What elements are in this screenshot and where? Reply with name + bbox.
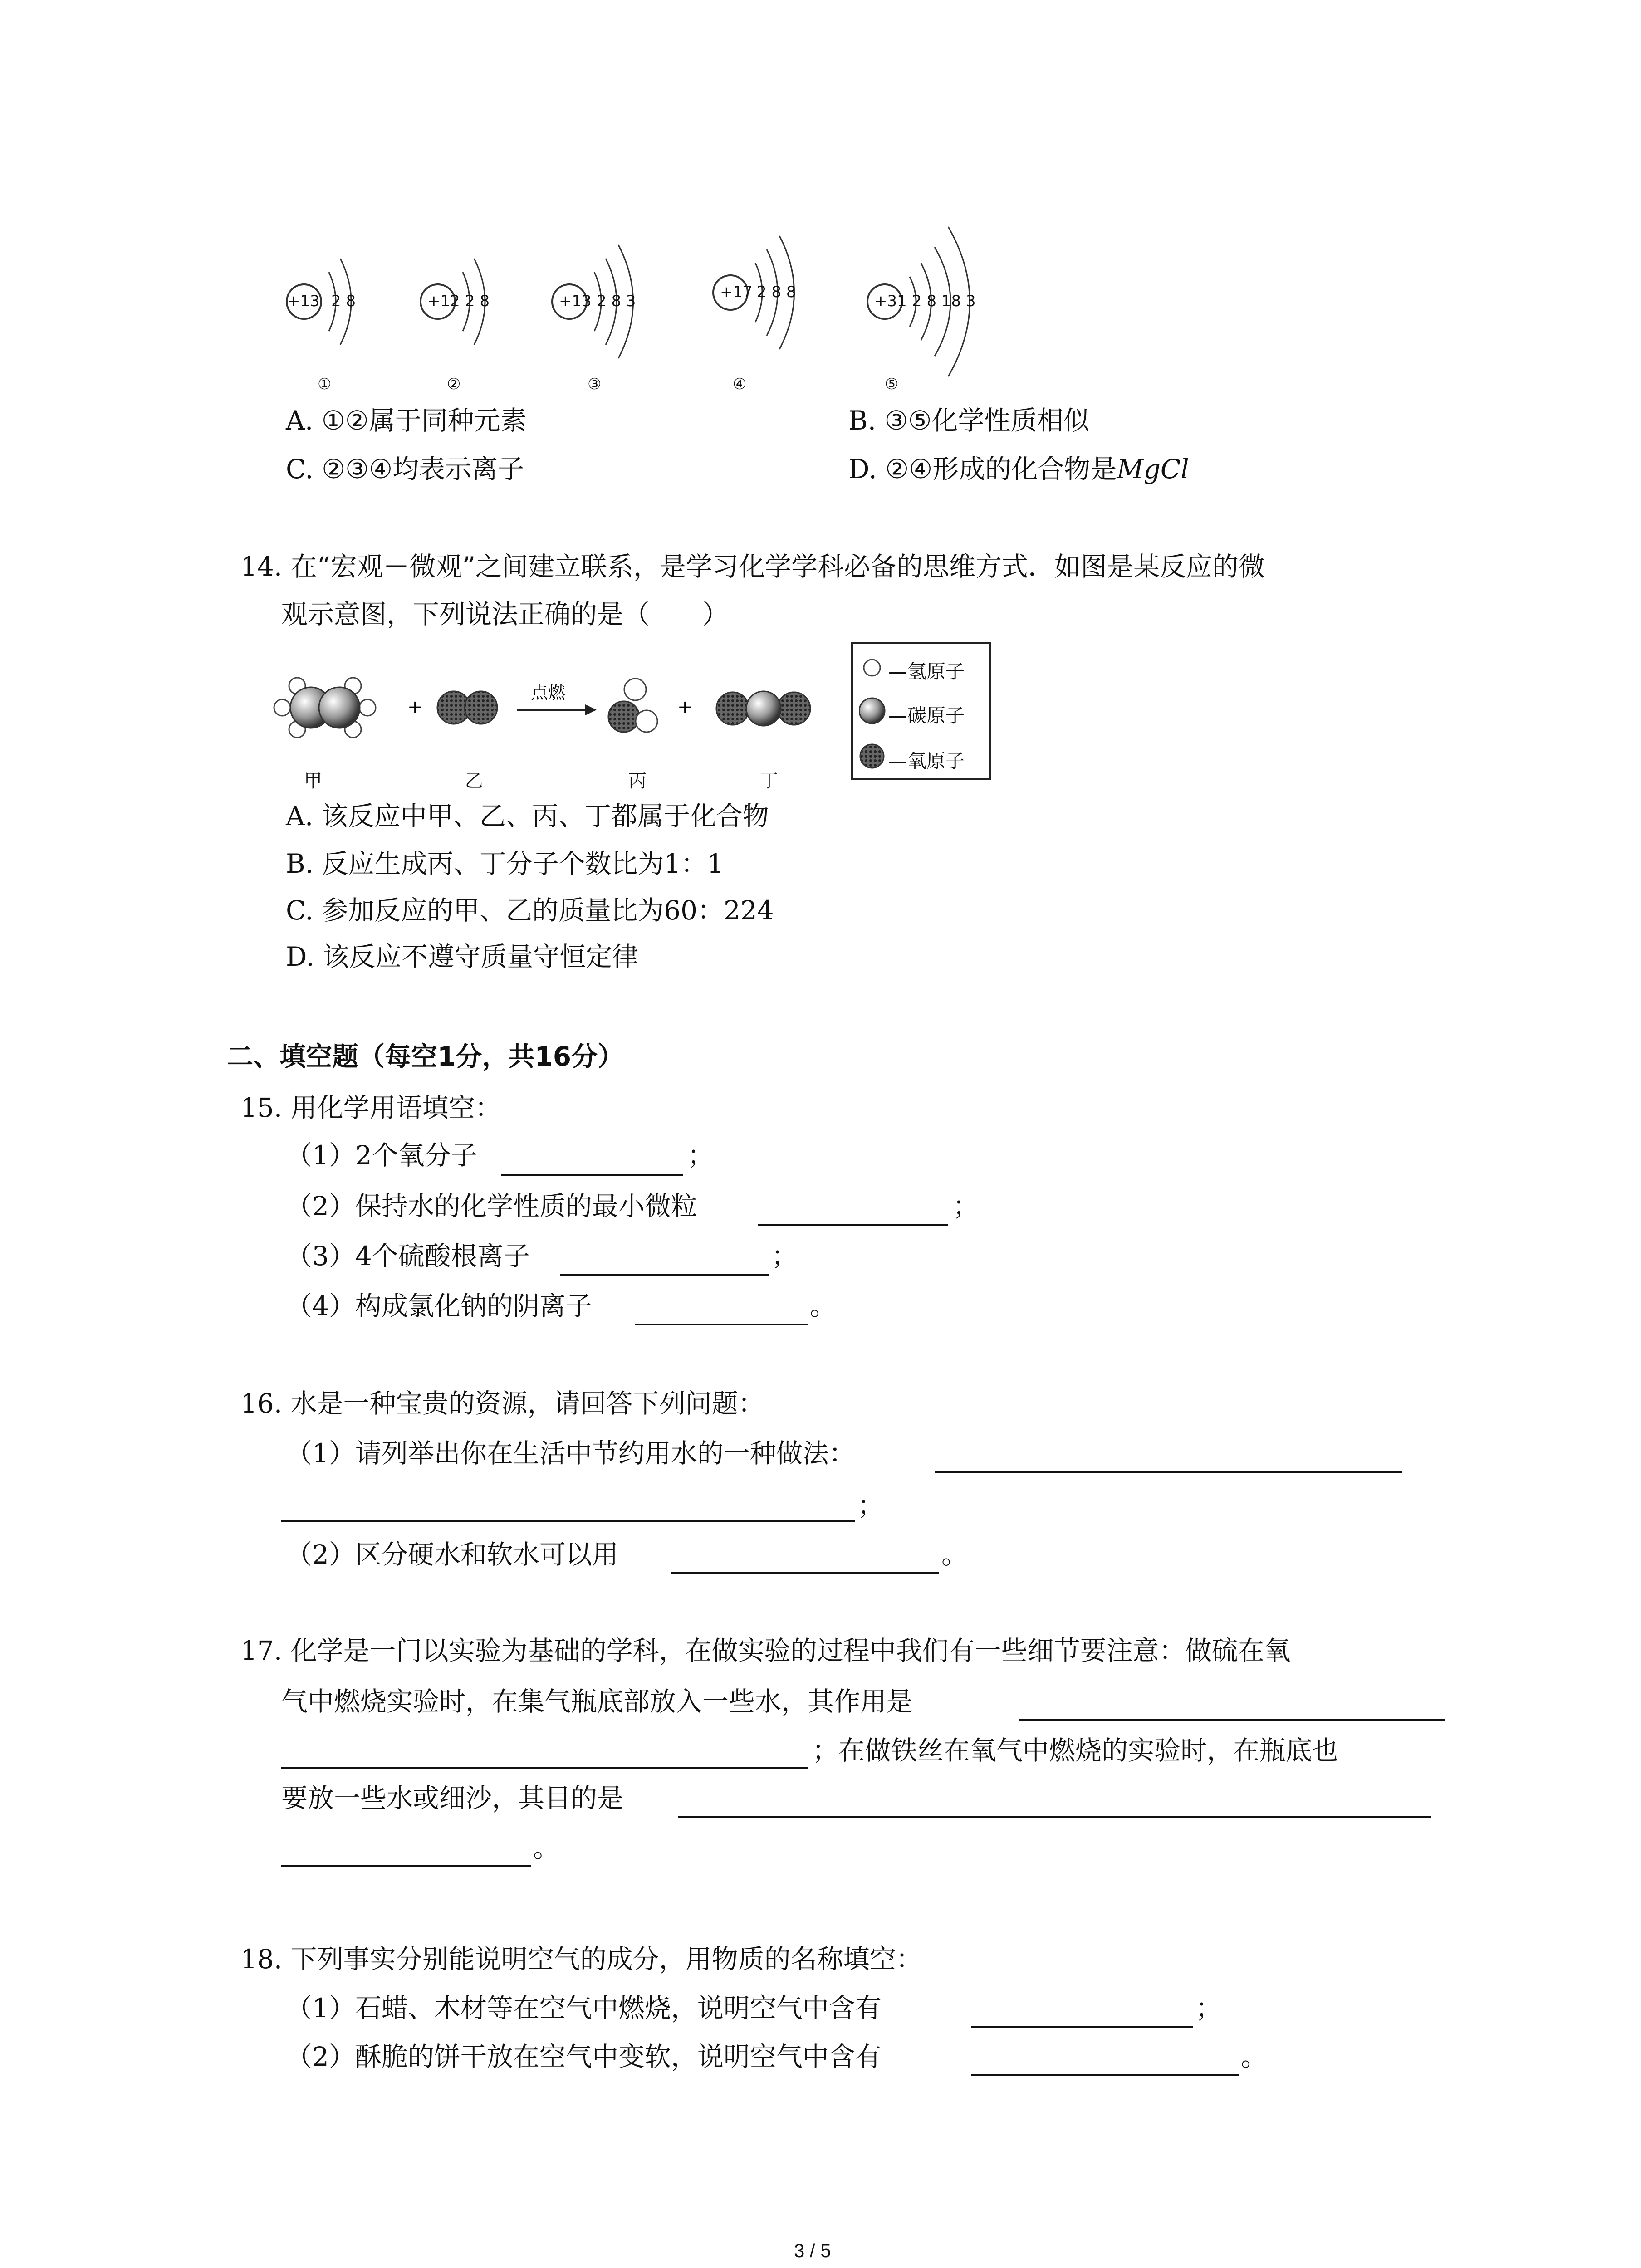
q18-part2-end: 。 <box>1241 2041 1268 2072</box>
q17-line2: 气中燃烧实验时，在集气瓶底部放入一些水，其作用是 <box>281 1686 913 1717</box>
oxygen-swatch <box>860 744 884 768</box>
q15-blank-1[interactable] <box>501 1174 683 1176</box>
atom-2-shells: 2 8 <box>465 292 490 310</box>
legend-carbon: —碳原子 <box>888 704 965 727</box>
q14-option-b: B. 反应生成丙、丁分子个数比为1：1 <box>286 848 724 879</box>
hydrogen-swatch <box>864 660 880 676</box>
atom-5-number: ⑤ <box>885 375 899 393</box>
reaction-condition: 点燃 <box>531 683 566 703</box>
atom-2-nucleus: +12 <box>427 292 460 310</box>
atom-3-shells: 2 8 3 <box>597 292 636 310</box>
label-ding: 丁 <box>760 771 778 792</box>
section-heading: 二、填空题（每空1分，共16分） <box>227 1041 624 1072</box>
plus-sign-1: + <box>407 697 423 718</box>
q14-stem-line1: 14. 在“宏观－微观”之间建立联系，是学习化学学科必备的思维方式．如图是某反应的微 <box>240 551 1265 582</box>
q16-blank-2[interactable] <box>671 1572 939 1574</box>
label-jia: 甲 <box>304 771 322 792</box>
reaction-arrow <box>517 704 597 715</box>
q17-line1: 17. 化学是一门以实验为基础的学科，在做实验的过程中我们有一些细节要注意：做硫在氧 <box>240 1635 1291 1666</box>
label-bing: 丙 <box>628 771 647 792</box>
molecule-bing <box>608 679 657 732</box>
atom-legend <box>851 642 991 780</box>
atom-4-nucleus: +17 <box>720 283 753 301</box>
q18-part1-end: ； <box>1195 1993 1222 2024</box>
q17-blank-1b[interactable] <box>281 1767 808 1769</box>
legend-oxygen: —氧原子 <box>888 750 965 772</box>
q16-blank-1b[interactable] <box>281 1520 855 1522</box>
q18-stem: 18. 下列事实分别能说明空气的成分，用物质的名称填空： <box>240 1944 922 1975</box>
molecule-jia <box>274 678 376 738</box>
q16-part2-end: 。 <box>941 1539 968 1570</box>
carbon-swatch <box>859 698 885 723</box>
q17-blank-1a[interactable] <box>1019 1719 1445 1721</box>
atom-1-shells: 2 8 <box>331 292 356 310</box>
q14-option-a: A. 该反应中甲、乙、丙、丁都属于化合物 <box>286 801 769 831</box>
q15-part2: （2）保持水的化学性质的最小微粒 <box>286 1191 697 1222</box>
q16-part1-end: ； <box>857 1490 884 1521</box>
q18-part2: （2）酥脆的饼干放在空气中变软，说明空气中含有 <box>286 2041 882 2072</box>
reaction-micro-diagram <box>272 671 848 776</box>
q18-blank-2[interactable] <box>971 2074 1239 2076</box>
q16-part2: （2）区分硬水和软水可以用 <box>286 1539 618 1570</box>
q13-option-a: A. ①②属于同种元素 <box>286 405 527 436</box>
q15-stem: 15. 用化学用语填空： <box>240 1092 501 1123</box>
label-yi: 乙 <box>465 771 483 792</box>
q15-part4: （4）构成氯化钠的阴离子 <box>286 1290 592 1321</box>
q14-stem-line2: 观示意图，下列说法正确的是（ ） <box>281 599 729 630</box>
page-number: 3 / 5 <box>794 2240 831 2261</box>
q17-line3: ；在做铁丝在氧气中燃烧的实验时，在瓶底也 <box>812 1735 1339 1766</box>
q15-blank-4[interactable] <box>635 1324 808 1325</box>
q13-option-b: B. ③⑤化学性质相似 <box>848 405 1090 436</box>
q14-option-c: C. 参加反应的甲、乙的质量比为60：224 <box>286 895 774 926</box>
atom-2-number: ② <box>447 375 461 393</box>
q15-part3: （3）4个硫酸根离子 <box>286 1241 530 1271</box>
q16-blank-1a[interactable] <box>935 1471 1402 1473</box>
atom-1-nucleus: +13 <box>287 292 320 310</box>
atom-3-nucleus: +13 <box>559 292 592 310</box>
q16-part1: （1）请列举出你在生活中节约用水的一种做法： <box>286 1438 855 1469</box>
q15-part1: （1）2个氧分子 <box>286 1140 477 1171</box>
q15-part1-end: ； <box>687 1140 714 1171</box>
atom-4-shells: 2 8 8 <box>757 283 796 301</box>
q17-blank-2a[interactable] <box>678 1816 1431 1818</box>
q13-option-c: C. ②③④均表示离子 <box>286 454 524 484</box>
q18-part1: （1）石蜡、木材等在空气中燃烧，说明空气中含有 <box>286 1993 882 2024</box>
plus-sign-2: + <box>677 697 693 718</box>
atom-5-nucleus: +31 <box>874 292 907 310</box>
atom-3-number: ③ <box>588 375 602 393</box>
q16-stem: 16. 水是一种宝贵的资源，请回答下列问题： <box>240 1388 764 1419</box>
q15-blank-2[interactable] <box>758 1224 948 1226</box>
q15-part2-end: ； <box>953 1191 980 1222</box>
atom-5-shells: 2 8 18 3 <box>912 292 976 310</box>
q17-end: 。 <box>533 1833 560 1863</box>
legend-swatches <box>859 654 887 772</box>
q15-part3-end: ； <box>771 1241 798 1271</box>
q17-line4: 要放一些水或细沙，其目的是 <box>281 1783 624 1813</box>
atom-4-number: ④ <box>733 375 747 393</box>
q15-part4-end: 。 <box>810 1290 837 1321</box>
q14-option-d: D. 该反应不遵守质量守恒定律 <box>286 941 639 972</box>
molecule-yi <box>437 691 497 724</box>
q13-option-d: D. ②④形成的化合物是MgCl <box>848 454 1189 484</box>
q18-blank-1[interactable] <box>971 2026 1193 2028</box>
q17-blank-2b[interactable] <box>281 1865 531 1867</box>
q15-blank-3[interactable] <box>560 1274 769 1276</box>
molecule-ding <box>716 691 810 726</box>
legend-hydrogen: —氢原子 <box>888 660 965 683</box>
atom-1-number: ① <box>318 375 332 393</box>
